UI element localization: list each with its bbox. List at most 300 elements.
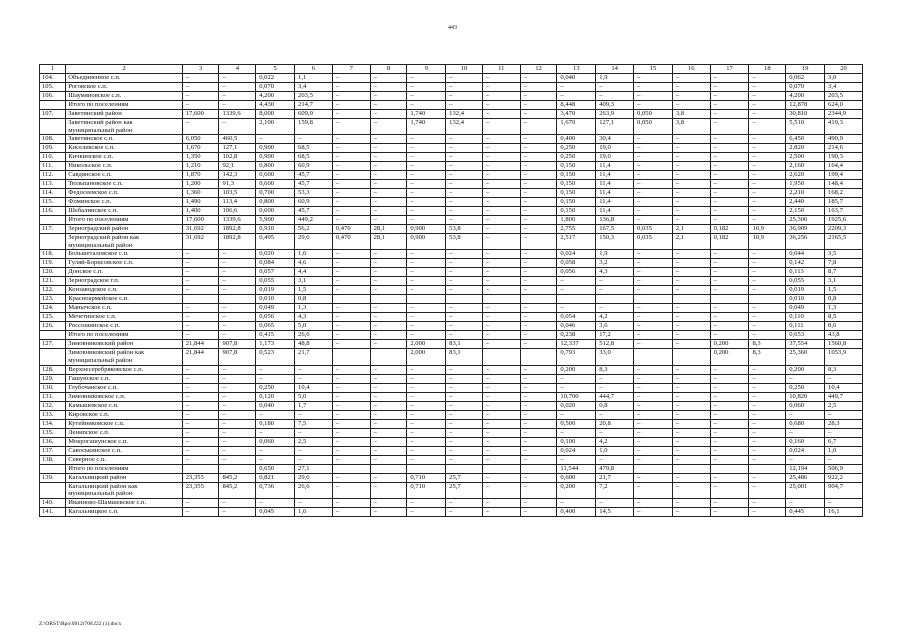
value-cell: –	[370, 144, 407, 153]
value-cell: 60,9	[295, 162, 333, 171]
value-cell: 0,250	[256, 383, 295, 392]
column-header: 18	[749, 65, 786, 74]
value-cell: 3,1	[295, 277, 333, 286]
value-cell: –	[749, 101, 786, 110]
value-cell: 159,8	[295, 119, 333, 135]
value-cell: –	[295, 498, 333, 507]
value-cell: –	[672, 180, 710, 189]
value-cell: –	[634, 322, 673, 331]
value-cell: –	[407, 83, 446, 92]
value-cell: –	[749, 392, 786, 401]
value-cell: –	[332, 374, 370, 383]
value-cell: 11,4	[596, 198, 634, 207]
column-header: 4	[219, 65, 256, 74]
value-cell: –	[407, 171, 446, 180]
column-header: 16	[672, 65, 710, 74]
value-cell: 1,3	[295, 304, 333, 313]
row-name-cell: Кичкинское с.п.	[66, 153, 183, 162]
value-cell: –	[407, 313, 446, 322]
row-name-cell: Итого по поселениям	[66, 216, 183, 225]
value-cell: 28,1	[370, 225, 407, 234]
value-cell: –	[370, 268, 407, 277]
row-number-cell: 138.	[40, 455, 66, 464]
value-cell: 167,5	[596, 225, 634, 234]
value-cell: –	[596, 428, 634, 437]
value-cell: 0,010	[786, 295, 825, 304]
value-cell: –	[446, 286, 483, 295]
value-cell: –	[370, 392, 407, 401]
value-cell	[749, 464, 786, 473]
table-row	[40, 482, 863, 498]
value-cell: –	[182, 101, 219, 110]
value-cell: –	[749, 446, 786, 455]
value-cell: 3,0	[825, 74, 863, 83]
value-cell: –	[295, 455, 333, 464]
value-cell: –	[710, 268, 749, 277]
value-cell: –	[219, 419, 256, 428]
value-cell: 0,650	[256, 464, 295, 473]
value-cell: –	[520, 234, 557, 250]
value-cell: –	[710, 171, 749, 180]
value-cell: 460,5	[219, 135, 256, 144]
value-cell: –	[295, 135, 333, 144]
value-cell	[710, 295, 749, 304]
table-row	[40, 383, 863, 392]
row-number-cell: 112.	[40, 171, 66, 180]
value-cell: 1925,6	[825, 216, 863, 225]
value-cell: 6,450	[786, 135, 825, 144]
value-cell: –	[182, 286, 219, 295]
row-name-cell: Савоськинское с.п.	[66, 446, 183, 455]
value-cell: –	[672, 189, 710, 198]
value-cell: –	[749, 419, 786, 428]
value-cell: –	[332, 304, 370, 313]
value-cell: –	[520, 144, 557, 153]
row-name-cell: Россошинское с.п.	[66, 322, 183, 331]
value-cell: –	[256, 428, 295, 437]
value-cell: –	[520, 455, 557, 464]
value-cell: 0,800	[256, 198, 295, 207]
row-number-cell: 135.	[40, 428, 66, 437]
value-cell: –	[520, 74, 557, 83]
value-cell: –	[520, 322, 557, 331]
row-name-cell: Кировское с.п.	[66, 410, 183, 419]
value-cell: –	[520, 419, 557, 428]
value-cell: –	[370, 92, 407, 101]
value-cell: 444,7	[596, 392, 634, 401]
value-cell: 21,7	[596, 473, 634, 482]
value-cell: –	[672, 250, 710, 259]
value-cell: –	[370, 428, 407, 437]
value-cell: 11,544	[557, 464, 596, 473]
row-name-cell: Красноармейское с.п.	[66, 295, 183, 304]
value-cell: –	[407, 322, 446, 331]
value-cell: 0,600	[256, 180, 295, 189]
value-cell: –	[672, 401, 710, 410]
value-cell: 0,050	[634, 110, 673, 119]
value-cell: –	[446, 135, 483, 144]
value-cell: 8,6	[825, 322, 863, 331]
table-row	[40, 216, 863, 225]
value-cell: –	[749, 135, 786, 144]
value-cell: 16,1	[825, 507, 863, 516]
table-row	[40, 225, 863, 234]
value-cell: –	[446, 498, 483, 507]
value-cell: –	[710, 74, 749, 83]
value-cell: –	[219, 410, 256, 419]
value-cell	[749, 295, 786, 304]
value-cell: –	[634, 507, 673, 516]
value-cell: –	[482, 419, 520, 428]
value-cell: –	[407, 498, 446, 507]
value-cell: –	[786, 498, 825, 507]
value-cell: –	[482, 153, 520, 162]
value-cell: 0,415	[256, 331, 295, 340]
value-cell: –	[446, 383, 483, 392]
value-cell: 1053,9	[825, 349, 863, 365]
value-cell	[672, 349, 710, 365]
value-cell: 4,200	[256, 92, 295, 101]
value-cell	[332, 349, 370, 365]
value-cell: –	[672, 455, 710, 464]
value-cell: –	[407, 180, 446, 189]
value-cell: –	[520, 437, 557, 446]
value-cell: 0,821	[256, 473, 295, 482]
value-cell: –	[749, 216, 786, 225]
value-cell: 3,8	[672, 119, 710, 135]
table-row	[40, 277, 863, 286]
value-cell: 53,3	[295, 189, 333, 198]
value-cell: –	[332, 392, 370, 401]
value-cell: 0,160	[786, 437, 825, 446]
value-cell: –	[596, 92, 634, 101]
value-cell: –	[520, 216, 557, 225]
value-cell: –	[370, 110, 407, 119]
value-cell: –	[634, 331, 673, 340]
value-cell: –	[786, 374, 825, 383]
value-cell: –	[407, 198, 446, 207]
value-cell: –	[332, 383, 370, 392]
value-cell: 106,6	[219, 207, 256, 216]
value-cell: 132,4	[446, 110, 483, 119]
value-cell: 0,600	[256, 207, 295, 216]
value-cell: –	[446, 189, 483, 198]
value-cell: 0,044	[786, 250, 825, 259]
value-cell: –	[710, 259, 749, 268]
table-header-row	[40, 65, 863, 74]
value-cell	[634, 464, 673, 473]
value-cell	[370, 464, 407, 473]
value-cell: –	[182, 437, 219, 446]
value-cell: –	[370, 446, 407, 455]
row-number-cell: 124.	[40, 304, 66, 313]
row-number-cell: 119.	[40, 259, 66, 268]
value-cell: –	[446, 437, 483, 446]
value-cell: –	[520, 153, 557, 162]
value-cell: 0,019	[786, 286, 825, 295]
value-cell: 0,150	[557, 189, 596, 198]
value-cell: –	[407, 74, 446, 83]
column-header: 12	[520, 65, 557, 74]
value-cell: –	[634, 74, 673, 83]
row-number-cell	[40, 216, 66, 225]
value-cell: 7,8	[825, 259, 863, 268]
value-cell: 83,1	[446, 349, 483, 365]
value-cell: –	[370, 101, 407, 110]
value-cell: –	[332, 498, 370, 507]
value-cell: 2,1	[672, 234, 710, 250]
row-name-cell: Заветинский район	[66, 110, 183, 119]
value-cell: 1,6	[295, 250, 333, 259]
value-cell: –	[446, 74, 483, 83]
value-cell	[482, 464, 520, 473]
value-cell: 2,5	[295, 437, 333, 446]
value-cell: 5,0	[295, 322, 333, 331]
table-row	[40, 295, 863, 304]
column-header: 8	[370, 65, 407, 74]
row-number-cell: 116.	[40, 207, 66, 216]
value-cell: –	[749, 162, 786, 171]
table-row	[40, 365, 863, 374]
value-cell: 0,700	[256, 189, 295, 198]
value-cell	[407, 295, 446, 304]
table-row	[40, 401, 863, 410]
value-cell: 0,058	[557, 259, 596, 268]
value-cell: –	[482, 365, 520, 374]
table-row	[40, 119, 863, 135]
column-header: 14	[596, 65, 634, 74]
value-cell: –	[710, 304, 749, 313]
value-cell: 14,5	[596, 507, 634, 516]
value-cell: 907,8	[219, 340, 256, 349]
value-cell: 2,440	[786, 198, 825, 207]
value-cell: 0,900	[256, 144, 295, 153]
value-cell: –	[332, 144, 370, 153]
value-cell: –	[786, 455, 825, 464]
value-cell	[634, 295, 673, 304]
value-cell: 0,710	[407, 473, 446, 482]
value-cell: –	[520, 135, 557, 144]
value-cell: –	[446, 162, 483, 171]
value-cell: –	[219, 119, 256, 135]
value-cell: –	[446, 171, 483, 180]
value-cell: –	[370, 216, 407, 225]
table-row	[40, 473, 863, 482]
value-cell: –	[749, 331, 786, 340]
value-cell: –	[749, 153, 786, 162]
value-cell: 25,360	[786, 349, 825, 365]
value-cell: –	[332, 331, 370, 340]
value-cell: –	[370, 250, 407, 259]
table-row	[40, 144, 863, 153]
value-cell: 53,8	[446, 225, 483, 234]
value-cell: –	[634, 198, 673, 207]
value-cell: –	[219, 498, 256, 507]
value-cell: 8,7	[825, 268, 863, 277]
table-row	[40, 101, 863, 110]
value-cell: –	[520, 171, 557, 180]
value-cell: 0,056	[256, 313, 295, 322]
value-cell: –	[634, 180, 673, 189]
value-cell: 0,050	[634, 119, 673, 135]
value-cell: –	[182, 446, 219, 455]
value-cell: –	[749, 259, 786, 268]
value-cell: –	[710, 482, 749, 498]
value-cell: –	[446, 392, 483, 401]
row-name-cell: Савдянское с.п.	[66, 171, 183, 180]
value-cell: –	[520, 374, 557, 383]
value-cell	[482, 349, 520, 365]
table-row	[40, 374, 863, 383]
value-cell: –	[749, 365, 786, 374]
value-cell: 214,6	[825, 144, 863, 153]
value-cell: –	[219, 374, 256, 383]
row-number-cell: 136.	[40, 437, 66, 446]
value-cell: –	[596, 498, 634, 507]
value-cell: 0,056	[557, 268, 596, 277]
value-cell: –	[407, 162, 446, 171]
value-cell: –	[634, 268, 673, 277]
row-name-cell: Заветинское с.п.	[66, 135, 183, 144]
row-name-cell: Манычское с.п.	[66, 304, 183, 313]
value-cell: –	[182, 268, 219, 277]
value-cell: –	[482, 428, 520, 437]
row-name-cell: Зерноградское г.п.	[66, 277, 183, 286]
row-number-cell: 131.	[40, 392, 66, 401]
value-cell: 0,600	[557, 473, 596, 482]
value-cell: 0,024	[557, 250, 596, 259]
value-cell: –	[182, 392, 219, 401]
value-cell	[370, 349, 407, 365]
value-cell: 0,495	[256, 234, 295, 250]
value-cell: 0,523	[256, 349, 295, 365]
value-cell: 11,4	[596, 189, 634, 198]
value-cell: –	[825, 498, 863, 507]
value-cell: –	[710, 189, 749, 198]
value-cell: –	[672, 277, 710, 286]
value-cell: –	[482, 401, 520, 410]
value-cell: –	[520, 259, 557, 268]
value-cell: –	[520, 507, 557, 516]
value-cell: –	[634, 286, 673, 295]
table-row	[40, 189, 863, 198]
value-cell: 2,820	[786, 144, 825, 153]
value-cell: 845,2	[219, 482, 256, 498]
value-cell: 907,8	[219, 349, 256, 365]
value-cell	[634, 349, 673, 365]
value-cell: –	[370, 473, 407, 482]
value-cell: –	[407, 428, 446, 437]
value-cell: –	[596, 410, 634, 419]
value-cell: –	[407, 419, 446, 428]
value-cell: –	[446, 419, 483, 428]
value-cell: –	[557, 304, 596, 313]
column-header: 1	[40, 65, 66, 74]
value-cell: 91,3	[219, 180, 256, 189]
row-name-cell: Объединенное с.п.	[66, 74, 183, 83]
value-cell: –	[672, 74, 710, 83]
value-cell: 203,5	[825, 92, 863, 101]
value-cell: 0,200	[557, 365, 596, 374]
row-number-cell: 109.	[40, 144, 66, 153]
value-cell: 45,7	[295, 207, 333, 216]
value-cell: –	[219, 259, 256, 268]
value-cell: –	[672, 322, 710, 331]
table-row	[40, 446, 863, 455]
value-cell: 92,1	[219, 162, 256, 171]
column-header: 9	[407, 65, 446, 74]
value-cell: –	[634, 259, 673, 268]
value-cell: 1,200	[182, 180, 219, 189]
table-row	[40, 198, 863, 207]
value-cell: –	[219, 428, 256, 437]
value-cell: 10,700	[557, 392, 596, 401]
value-cell: 419,3	[825, 119, 863, 135]
row-number-cell: 113.	[40, 180, 66, 189]
value-cell: –	[520, 340, 557, 349]
value-cell: 1,740	[407, 119, 446, 135]
value-cell: –	[182, 331, 219, 340]
value-cell: 30,810	[786, 110, 825, 119]
column-header: 3	[182, 65, 219, 74]
row-number-cell	[40, 331, 66, 340]
value-cell: –	[370, 455, 407, 464]
value-cell: 0,019	[256, 286, 295, 295]
value-cell: –	[370, 286, 407, 295]
value-cell: 11,4	[596, 171, 634, 180]
table-row	[40, 410, 863, 419]
value-cell: 263,9	[596, 110, 634, 119]
value-cell	[332, 464, 370, 473]
value-cell: –	[672, 340, 710, 349]
row-name-cell: Заветинский район как муниципальный район	[66, 119, 183, 135]
value-cell: –	[482, 250, 520, 259]
value-cell: –	[370, 119, 407, 135]
value-cell: 2209,3	[825, 225, 863, 234]
value-cell: –	[672, 498, 710, 507]
value-cell: 25,486	[786, 473, 825, 482]
value-cell: –	[634, 92, 673, 101]
value-cell: 26,6	[295, 331, 333, 340]
value-cell: 25,300	[786, 216, 825, 225]
value-cell: 68,5	[295, 144, 333, 153]
value-cell: 2344,9	[825, 110, 863, 119]
value-cell: –	[634, 313, 673, 322]
row-number-cell: 137.	[40, 446, 66, 455]
value-cell: –	[520, 498, 557, 507]
value-cell: 1,400	[182, 207, 219, 216]
value-cell	[710, 464, 749, 473]
row-name-cell: Зерноградский район	[66, 225, 183, 234]
value-cell: –	[219, 313, 256, 322]
value-cell: 1892,8	[219, 234, 256, 250]
value-cell: –	[749, 304, 786, 313]
value-cell: –	[446, 153, 483, 162]
data-table	[39, 64, 863, 517]
value-cell: –	[749, 428, 786, 437]
value-cell: 0,180	[256, 419, 295, 428]
value-cell: –	[482, 83, 520, 92]
value-cell: 25,001	[786, 482, 825, 498]
value-cell: –	[634, 250, 673, 259]
value-cell: 0,020	[557, 401, 596, 410]
value-cell: 0,084	[256, 259, 295, 268]
value-cell: 0,065	[256, 322, 295, 331]
value-cell: 17,600	[182, 216, 219, 225]
table-row	[40, 162, 863, 171]
row-number-cell: 104.	[40, 74, 66, 83]
row-name-cell: Зерноградский район как муниципальный район	[66, 234, 183, 250]
